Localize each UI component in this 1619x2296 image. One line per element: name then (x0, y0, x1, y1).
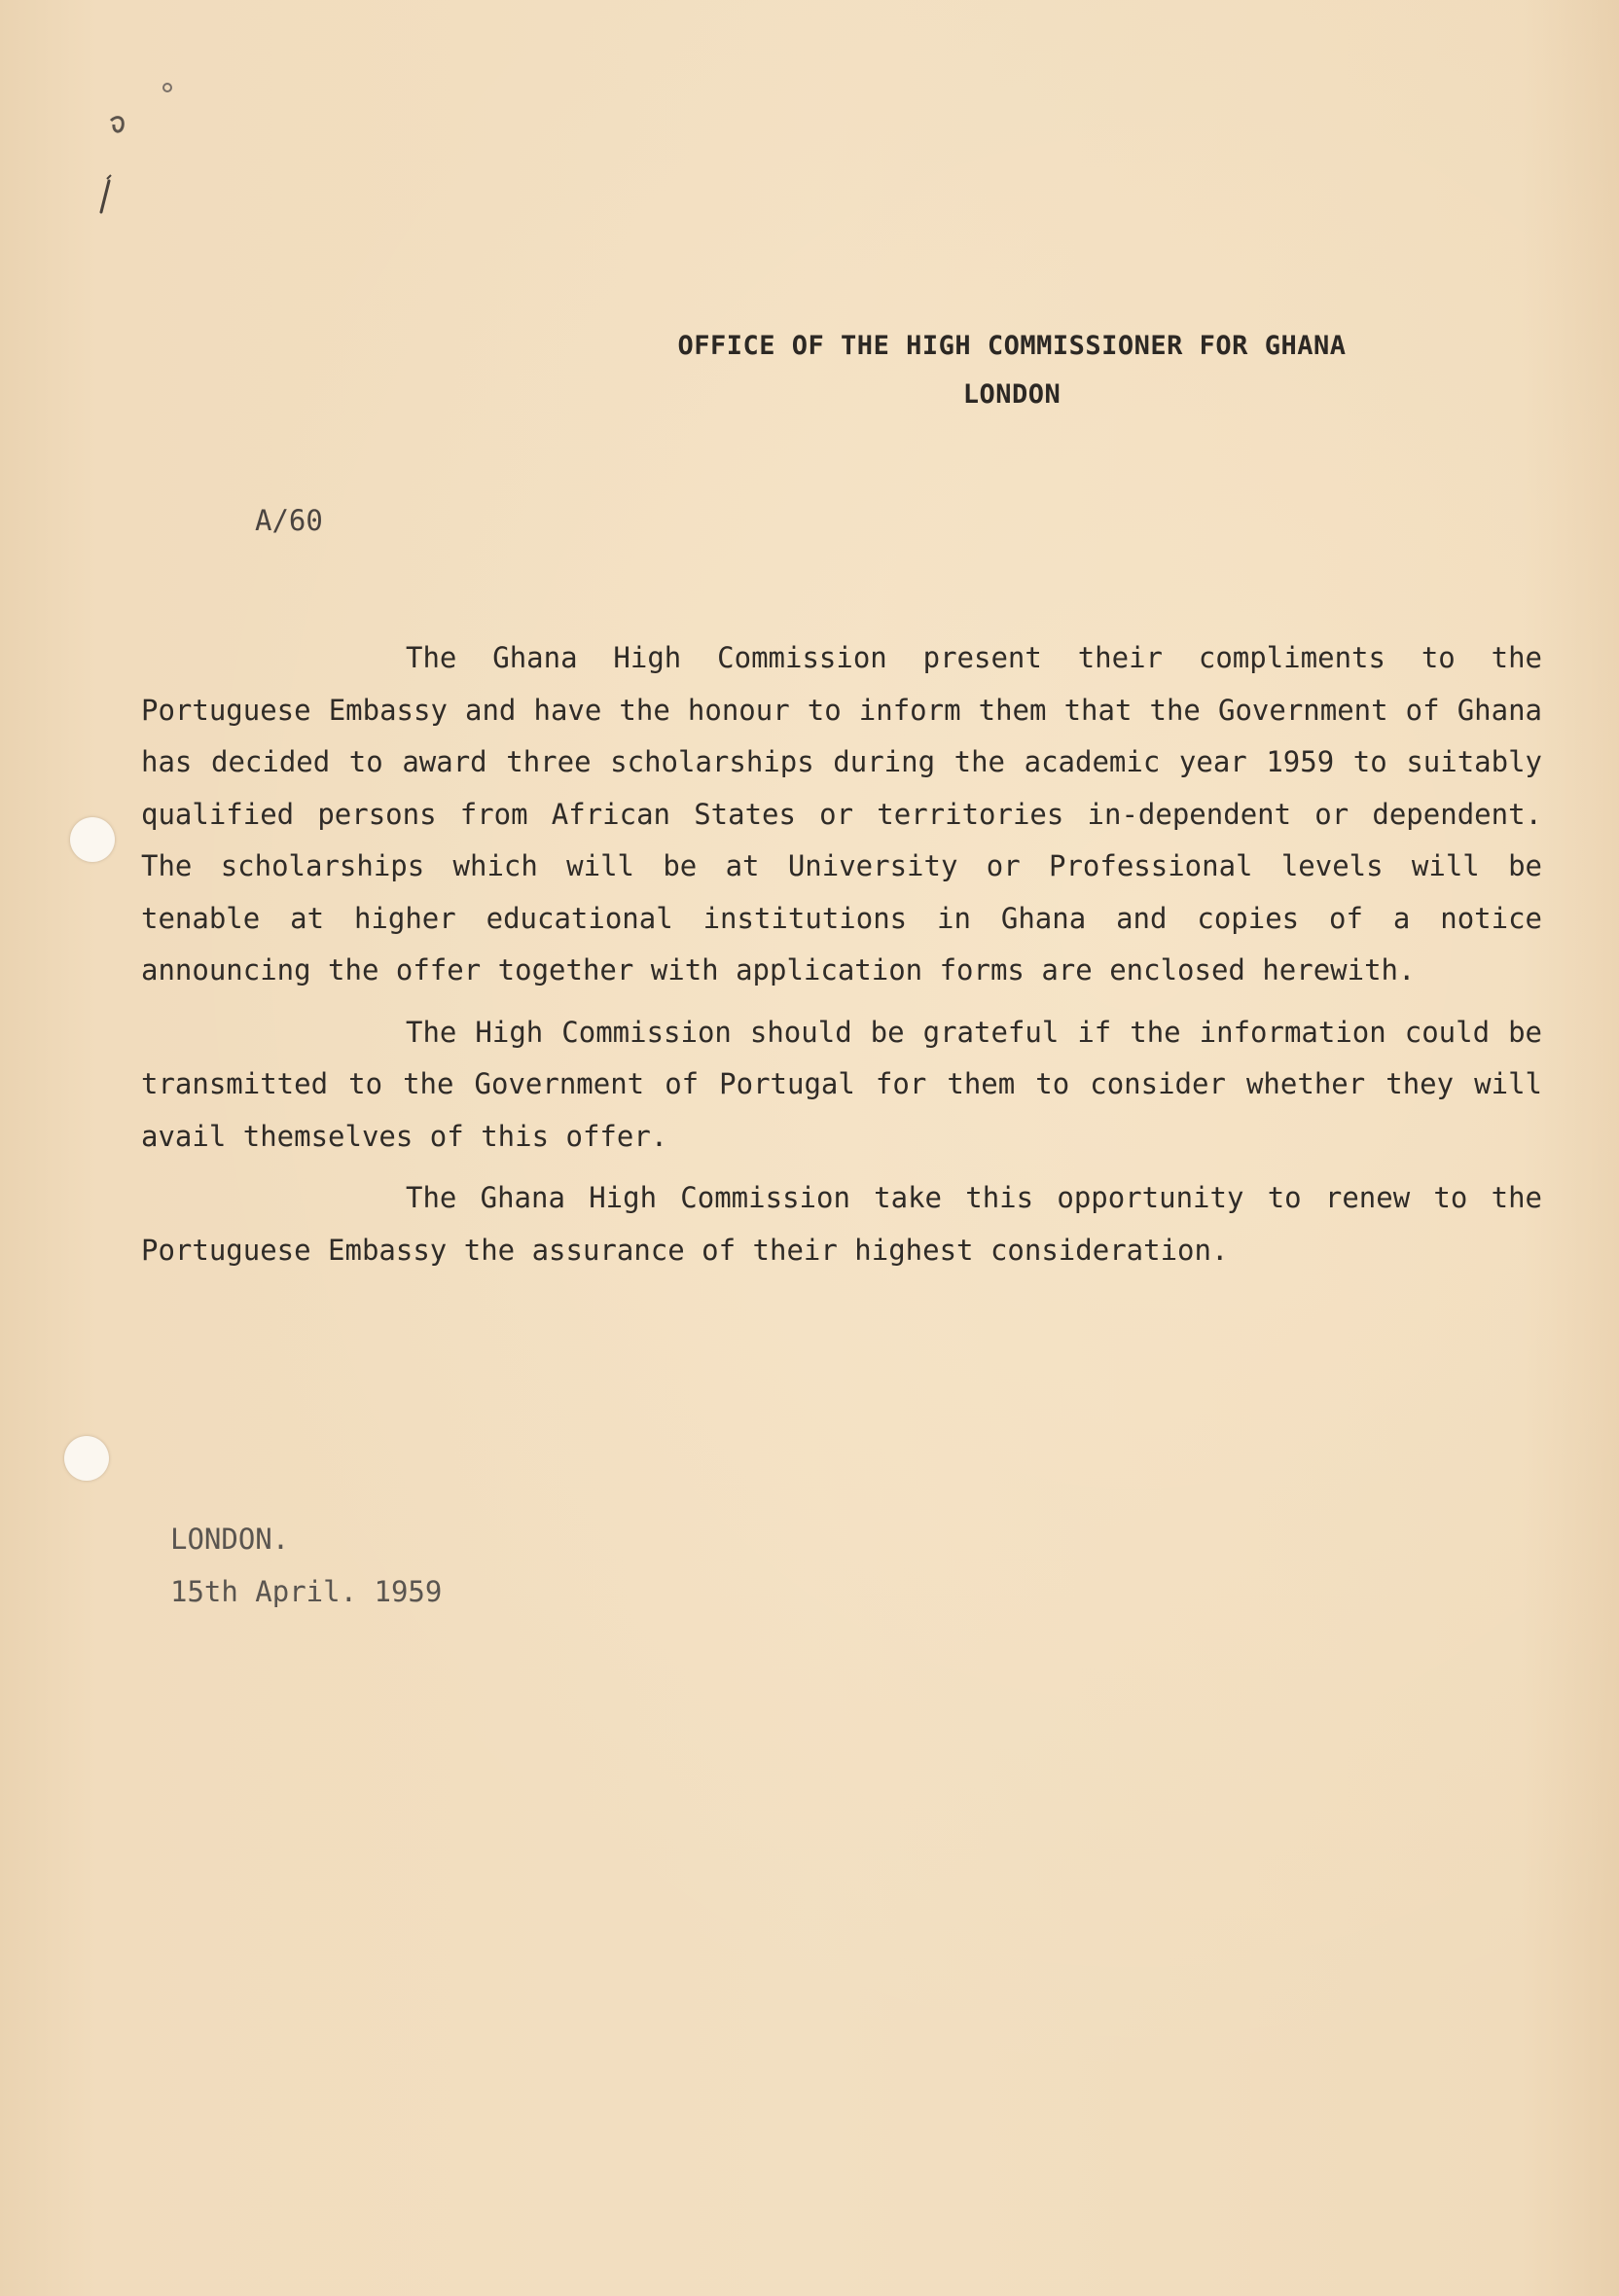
closing-block (170, 1513, 442, 1618)
paragraph: The Ghana High Commission take this opportunity to renew to the Portuguese Embassy the assurance of their highest consideration. (141, 1181, 1542, 1267)
punch-hole (70, 817, 115, 862)
pen-tick-mark (82, 74, 179, 220)
closing-place: LONDON. (170, 1523, 290, 1556)
letterhead-title: OFFICE OF THE HIGH COMMISSIONER FOR GHANA (677, 331, 1347, 361)
paragraph: The High Commission should be grateful if the information could be transmitted to the Government of Portugal for them to consider whether they will avail themselves of this offer. (141, 1015, 1542, 1153)
closing-date: 15th April. 1959 (170, 1575, 443, 1608)
punch-hole (64, 1436, 109, 1481)
letter-body (141, 632, 1542, 1286)
paragraph: The Ghana High Commission present their compliments to the Portuguese Embassy and have the honour to inform them that the Government of Ghana has decided to award three scholarships during the academic year 1959 to suitably qualified persons from African States or territories in-dependent or dependent. The scholarships which will be at University or Professional levels will be tenable at higher educational institutions in Ghana and copies of a notice announcing the offer together with application forms are enclosed herewith. (141, 641, 1542, 987)
reference-number: A/60 (255, 504, 323, 537)
letterhead-city: LONDON (962, 379, 1061, 410)
